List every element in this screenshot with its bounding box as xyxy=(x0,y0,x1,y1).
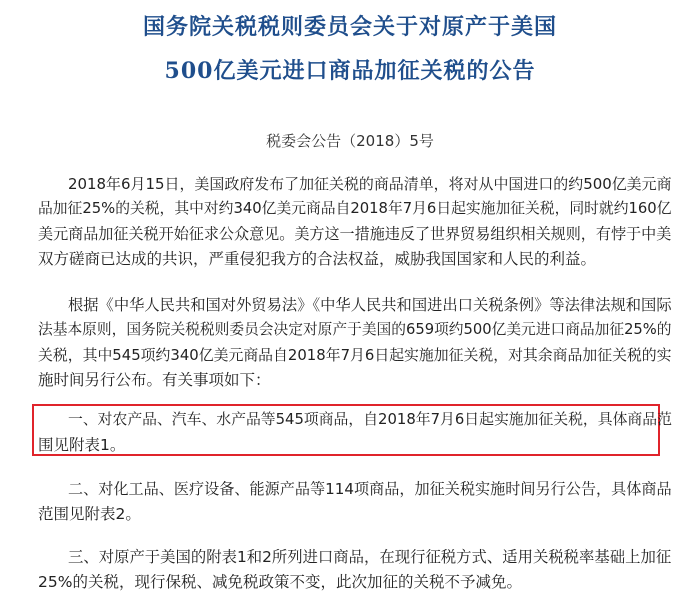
paragraph-1-line-3: 美元商品加征关税开始征求公众意见。美方这一措施违反了世界贸易组织相关规则，有悖于中美 xyxy=(38,225,672,243)
paragraph-2-line-1: 根据《中华人民共和国对外贸易法》《中华人民共和国进出口关税条例》等法律法规和国际 xyxy=(68,296,672,314)
paragraph-1-line-1: 2018年6月15日，美国政府发布了加征关税的商品清单，将对从中国进口的约500亿美元商 xyxy=(68,175,672,193)
paragraph-2-line-4: 施时间另行公布。有关事项如下： xyxy=(38,371,271,389)
title-line-1: 国务院关税税则委员会关于对原产于美国 xyxy=(142,14,557,40)
item-3-line-2: 25%的关税，现行保税、减免税政策不变，此次加征的关税不予减免。 xyxy=(38,573,522,591)
paragraph-1-line-4: 双方磋商已达成的共识，严重侵犯我方的合法权益，威胁我国国家和人民的利益。 xyxy=(38,250,597,268)
item-3-line-1: 三、对原产于美国的附表1和2所列进口商品，在现行征税方式、适用关税税率基础上加征 xyxy=(68,548,672,566)
document-number: 税委会公告（2018）5号 xyxy=(266,132,434,150)
item-1-line-1: 一、对农产品、汽车、水产品等545项商品，自2018年7月6日起实施加征关税，具体商品范 xyxy=(68,411,672,428)
item-2-line-2: 范围见附表2。 xyxy=(38,505,141,523)
paragraph-2-line-3: 关税，其中545项约340亿美元商品自2018年7月6日起实施加征关税，对其余商品加征关税的实 xyxy=(38,346,672,364)
paragraph-2-line-2: 法基本原则，国务院关税税则委员会决定对原产于美国的659项约500亿美元进口商品加征25%的 xyxy=(38,321,672,338)
title-line-2: 500亿美元进口商品加征关税的公告 xyxy=(164,58,536,84)
item-1-line-2: 围见附表1。 xyxy=(38,436,126,454)
paragraph-1-line-2: 品加征25%的关税，其中对约340亿美元商品自2018年7月6日起实施加征关税，同时就约160亿 xyxy=(38,200,672,217)
item-2-line-1: 二、对化工品、医疗设备、能源产品等114项商品，加征关税实施时间另行公告，具体商品 xyxy=(68,480,672,498)
